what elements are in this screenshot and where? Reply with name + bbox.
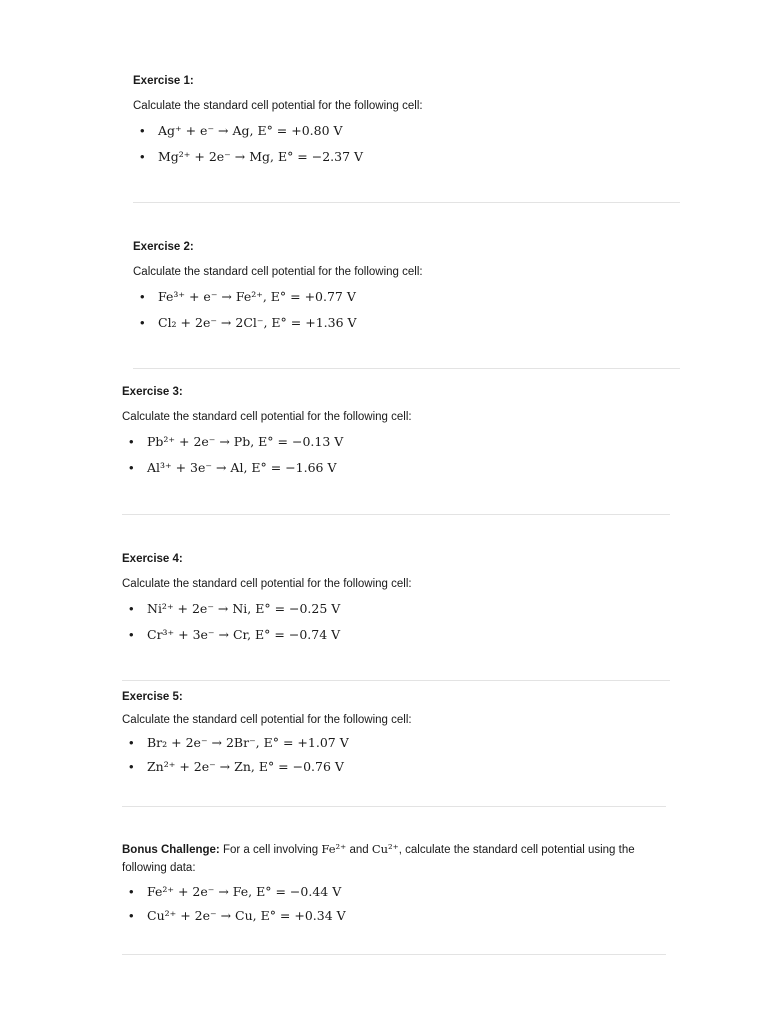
- exercise-title: Exercise 3:: [122, 386, 183, 398]
- reaction-list: [133, 122, 423, 166]
- bonus-text-before: For a cell involving: [222, 844, 319, 856]
- reaction-item: • Cu²⁺ + 2e⁻ → Cu, E° = +0.34 V: [122, 907, 670, 925]
- reaction-list: [122, 433, 412, 477]
- exercise-intro: Calculate the standard cell potential for the following cell:: [122, 714, 412, 726]
- reaction-item: • Ni²⁺ + 2e⁻ → Ni, E° = −0.25 V: [122, 600, 412, 618]
- reaction-list: [122, 600, 412, 644]
- reaction-item: • Fe²⁺ + 2e⁻ → Fe, E° = −0.44 V: [122, 883, 670, 901]
- exercise-intro: Calculate the standard cell potential for the following cell:: [122, 578, 412, 590]
- divider: [122, 680, 670, 681]
- exercise-4: [122, 552, 412, 644]
- bonus-ion-2: Cu²⁺: [371, 842, 399, 856]
- exercise-title: Exercise 2:: [133, 241, 194, 253]
- exercise-intro: Calculate the standard cell potential for the following cell:: [133, 100, 423, 112]
- reaction-item: • Mg²⁺ + 2e⁻ → Mg, E° = −2.37 V: [133, 148, 423, 166]
- exercise-title: Exercise 4:: [122, 553, 183, 565]
- bonus-ion-1: Fe²⁺: [321, 842, 347, 856]
- exercise-1: [133, 74, 423, 166]
- bonus-title: Bonus Challenge:: [122, 844, 220, 856]
- exercise-intro: Calculate the standard cell potential for the following cell:: [133, 266, 423, 278]
- bonus-text-after: , calculate the standard cell potential using the following data:: [122, 844, 635, 874]
- exercise-2: [133, 240, 423, 332]
- reaction-item: • Al³⁺ + 3e⁻ → Al, E° = −1.66 V: [122, 459, 412, 477]
- exercise-title: Exercise 1:: [133, 75, 194, 87]
- exercise-intro: Calculate the standard cell potential for the following cell:: [122, 411, 412, 423]
- reaction-item: • Zn²⁺ + 2e⁻ → Zn, E° = −0.76 V: [122, 758, 412, 776]
- reaction-item: • Pb²⁺ + 2e⁻ → Pb, E° = −0.13 V: [122, 433, 412, 451]
- exercise-3: [122, 385, 412, 477]
- divider: [133, 368, 680, 369]
- exercise-title: Exercise 5:: [122, 691, 183, 703]
- bonus-text-middle: and: [349, 844, 369, 856]
- divider: [122, 806, 666, 807]
- divider: [122, 514, 670, 515]
- exercise-5: [122, 690, 412, 776]
- reaction-item: • Cl₂ + 2e⁻ → 2Cl⁻, E° = +1.36 V: [133, 314, 423, 332]
- reaction-list: [122, 883, 670, 925]
- reaction-item: • Fe³⁺ + e⁻ → Fe²⁺, E° = +0.77 V: [133, 288, 423, 306]
- divider: [122, 954, 666, 955]
- reaction-list: [133, 288, 423, 332]
- reaction-item: • Br₂ + 2e⁻ → 2Br⁻, E° = +1.07 V: [122, 734, 412, 752]
- reaction-list: [122, 734, 412, 776]
- divider: [133, 202, 680, 203]
- reaction-item: • Cr³⁺ + 3e⁻ → Cr, E° = −0.74 V: [122, 626, 412, 644]
- bonus-challenge: [122, 840, 670, 925]
- bonus-intro: [122, 840, 670, 877]
- reaction-item: • Ag⁺ + e⁻ → Ag, E° = +0.80 V: [133, 122, 423, 140]
